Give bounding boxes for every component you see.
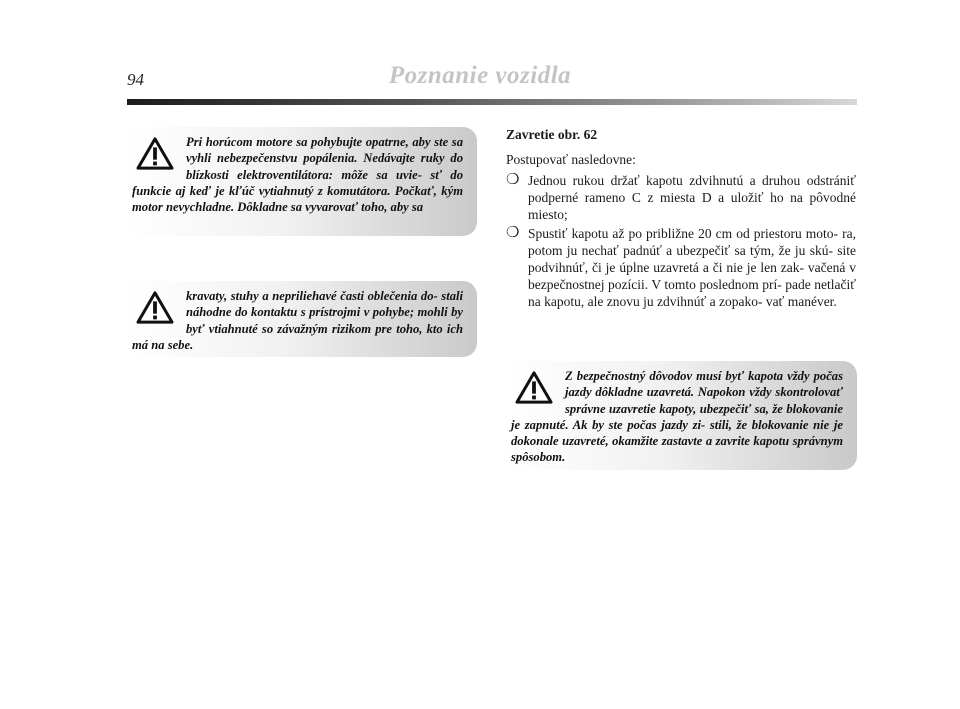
- warning-triangle-icon: [136, 291, 174, 325]
- warning-triangle-icon: [136, 137, 174, 171]
- warning-text: Z bezpečnostný dôvodov musí byť kapota vždy počas jazdy dôkladne uzavretá. Napokon vždy skontrolovať správne uzavretie kapoty, ubezpečiť sa, že blokovanie je zapnuté. Ak by ste počas jazdy zi- stili, že blokovanie nie je dokonale uzavreté, okamžite zastavte a zavrite kapotu správnym spôsobom.: [511, 369, 843, 465]
- circle-bullet-icon: ❍: [506, 172, 520, 188]
- section-title: Poznanie vozidla: [388, 62, 572, 89]
- list-item: [506, 225, 856, 310]
- warning-box-hood-closed: [506, 361, 857, 470]
- procedure-intro: Postupovať nasledovne:: [506, 152, 636, 167]
- procedure-steps: [506, 172, 856, 310]
- procedure-heading: Zavretie obr. 62: [506, 127, 598, 142]
- header-rule: [127, 99, 857, 105]
- list-item: [506, 172, 856, 223]
- page-number: 94: [127, 70, 144, 89]
- warning-text: Pri horúcom motore sa pohybujte opatrne, aby ste sa vyhli nebezpečenstvu popálenia. Nedávajte ruky do blízkosti elektroventilátora: môže sa uvie- sť do funkcie aj keď je kľúč vytiahnutý z komutátora. Počkať, kým motor nevychladne. Dôkladne sa vyvarovať toho, aby sa: [132, 135, 463, 215]
- step-text: Spustiť kapotu až po približne 20 cm od priestoru moto- ra, potom ju nechať padnúť a ubezpečiť sa tým, že ju skú- site podvihnúť, či je úplne uzavretá a či nie je len zak- vačená v bezpečnostnej pozícii. V tomto poslednom prí- pade netlačiť na kapotu, ale znovu ju zdvihnúť a zopako- vať manéver.: [528, 226, 856, 309]
- warning-box-clothing: [127, 281, 477, 357]
- warning-box-hot-engine: [127, 127, 477, 236]
- warning-triangle-icon: [515, 371, 553, 405]
- procedure-column: [506, 126, 856, 312]
- circle-bullet-icon: ❍: [506, 225, 520, 241]
- warning-text: kravaty, stuhy a nepriliehavé časti oblečenia do- stali náhodne do kontaktu s prístrojmi v pohybe; mohli by byť vtiahnuté so závažným rizikom pre toho, kto ich má na sebe.: [132, 289, 463, 352]
- step-text: Jednou rukou držať kapotu zdvihnutú a druhou odstrániť podperné rameno C z miesta D a uložiť ho na pôvodné miesto;: [528, 173, 856, 222]
